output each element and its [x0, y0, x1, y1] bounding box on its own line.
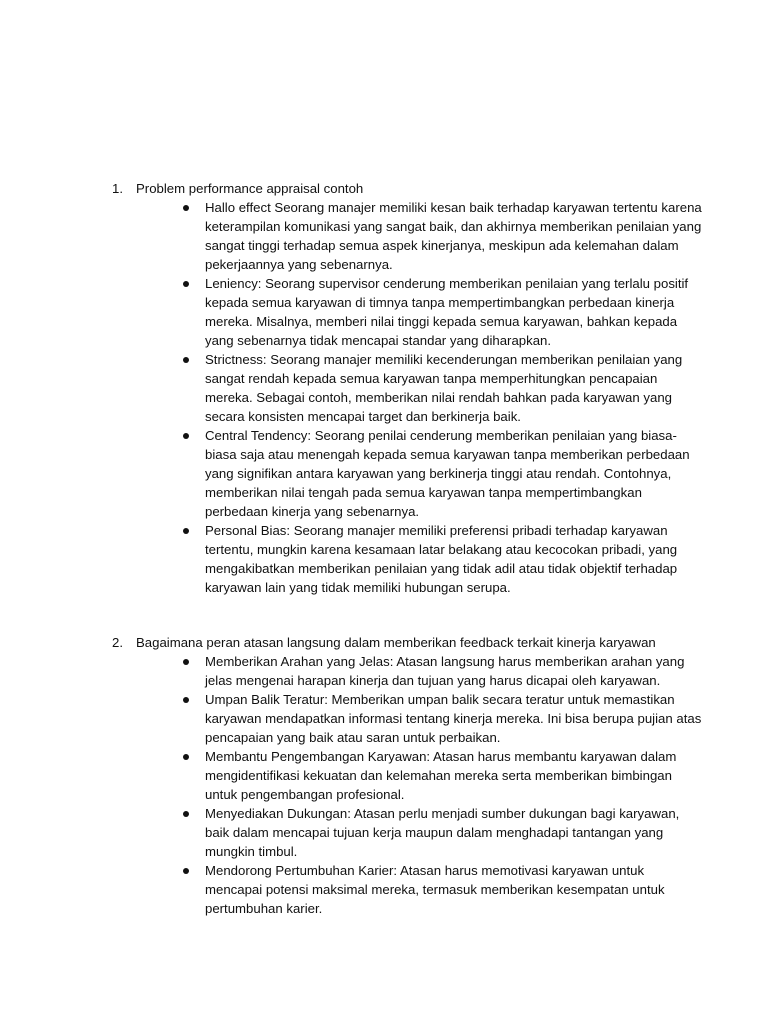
section-number: 2. — [112, 635, 123, 650]
numbered-list-section-1 — [112, 179, 702, 597]
bullet-item — [136, 804, 702, 861]
section-title: Bagaimana peran atasan langsung dalam memberikan feedback terkait kinerja karyawan — [136, 635, 656, 650]
bullet-dot-icon — [183, 697, 189, 703]
bullet-list — [136, 652, 702, 918]
bullet-text: Hallo effect Seorang manajer memiliki kesan baik terhadap karyawan tertentu karena keterampilan komunikasi yang sangat baik, dan akhirnya memberikan penilaian yang sangat tinggi terhadap semua aspek kinerjanya, meskipun ada kelemahan dalam pekerjaannya yang sebenarnya. — [205, 200, 702, 272]
section-number: 1. — [112, 181, 123, 196]
bullet-item — [136, 426, 702, 521]
bullet-dot-icon — [183, 811, 189, 817]
bullet-text: Strictness: Seorang manajer memiliki kecenderungan memberikan penilaian yang sangat rendah kepada semua karyawan tanpa memperhitungkan pencapaian mereka. Sebagai contoh, memberikan nilai rendah bahkan pada karyawan yang secara konsisten mencapai target dan berkinerja baik. — [205, 352, 683, 424]
bullet-text: Personal Bias: Seorang manajer memiliki preferensi pribadi terhadap karyawan tertentu, mungkin karena kesamaan latar belakang atau kecocokan pribadi, yang mengakibatkan memberikan penilaian yang tidak adil atau tidak objektif terhadap karyawan lain yang tidak memiliki hubungan serupa. — [205, 523, 678, 595]
numbered-list-section-2 — [112, 633, 702, 918]
section-item-2 — [112, 633, 702, 918]
bullet-dot-icon — [183, 754, 189, 760]
section-title: Problem performance appraisal contoh — [136, 181, 364, 196]
bullet-item — [136, 350, 702, 426]
bullet-item — [136, 861, 702, 918]
bullet-item — [136, 521, 702, 597]
bullet-item — [136, 652, 702, 690]
bullet-item — [136, 690, 702, 747]
bullet-item — [136, 274, 702, 350]
bullet-dot-icon — [183, 357, 189, 363]
bullet-text: Central Tendency: Seorang penilai cenderung memberikan penilaian yang biasa-biasa saja atau menengah kepada semua karyawan tanpa memberikan perbedaan yang signifikan antara karyawan yang berkinerja tinggi atau rendah. Contohnya, memberikan nilai tengah pada semua karyawan tanpa mempertimbangkan perbedaan kinerja yang sebenarnya. — [205, 428, 690, 519]
bullet-text: Umpan Balik Teratur: Memberikan umpan balik secara teratur untuk memastikan karyawan mendapatkan informasi tentang kinerja mereka. Ini bisa berupa pujian atas pencapaian yang baik atau saran untuk perbaikan. — [205, 692, 702, 745]
bullet-text: Leniency: Seorang supervisor cenderung memberikan penilaian yang terlalu positif kepada semua karyawan di timnya tanpa mempertimbangkan perbedaan kinerja mereka. Misalnya, memberi nilai tinggi kepada semua karyawan, bahkan kepada yang sebenarnya tidak mencapai standar yang diharapkan. — [205, 276, 689, 348]
section-item-1 — [112, 179, 702, 597]
bullet-dot-icon — [183, 205, 189, 211]
bullet-list — [136, 198, 702, 597]
bullet-dot-icon — [183, 528, 189, 534]
bullet-dot-icon — [183, 659, 189, 665]
bullet-item — [136, 747, 702, 804]
bullet-dot-icon — [183, 868, 189, 874]
bullet-dot-icon — [183, 281, 189, 287]
bullet-text: Menyediakan Dukungan: Atasan perlu menjadi sumber dukungan bagi karyawan, baik dalam mencapai tujuan kerja maupun dalam menghadapi tantangan yang mungkin timbul. — [205, 806, 680, 859]
bullet-dot-icon — [183, 433, 189, 439]
bullet-text: Memberikan Arahan yang Jelas: Atasan langsung harus memberikan arahan yang jelas mengenai harapan kinerja dan tujuan yang harus dicapai oleh karyawan. — [205, 654, 685, 688]
bullet-text: Mendorong Pertumbuhan Karier: Atasan harus memotivasi karyawan untuk mencapai potensi maksimal mereka, termasuk memberikan kesempatan untuk pertumbuhan karier. — [205, 863, 665, 916]
bullet-item — [136, 198, 702, 274]
bullet-text: Membantu Pengembangan Karyawan: Atasan harus membantu karyawan dalam mengidentifikasi kekuatan dan kelemahan mereka serta memberikan bimbingan untuk pengembangan profesional. — [205, 749, 677, 802]
